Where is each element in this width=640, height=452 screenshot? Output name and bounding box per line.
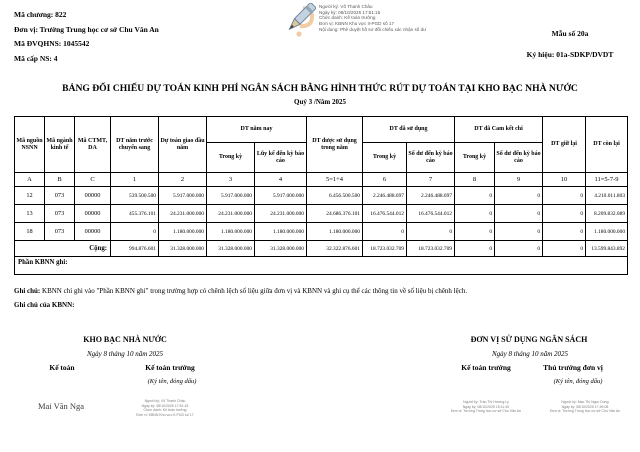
col-header-so-du: Số dư đến kỳ báo cáo [495,143,543,173]
index-cell: 2 [159,173,207,187]
form-meta-block [500,29,640,59]
cell: 5.917.000.000 [255,187,307,205]
budget-comparison-table [14,116,628,275]
cell: 00000 [75,223,111,241]
stamp-line: Người ký: Trần Thị Hương Ly [463,400,509,404]
index-cell: B [45,173,75,187]
col-header-ma-nguon: Mã nguồn NSNN [15,117,45,173]
pen-signature-icon [283,3,316,46]
col-header-luy-ke: Lũy kế đến kỳ báo cáo [255,143,307,173]
stamp-line: Chức danh: Kế toán trưởng [143,408,187,413]
total-cell: 31.328.000.000 [255,241,307,257]
index-cell: 1 [111,173,159,187]
cell: 6.456.500.500 [307,187,363,205]
stamp-line: Người ký: Võ Thanh Châu [144,399,186,403]
col-group-dt-cam-ket: DT đã Cam kết chi [455,117,543,143]
form-number: Mẫu số 20a [551,29,589,38]
cell: 8.209.832.089 [586,205,628,223]
table-row [15,205,628,223]
col-header-trong-ky: Trong kỳ [207,143,255,173]
cell: 0 [495,205,543,223]
cell: 0 [455,205,495,223]
cell: 16.476.544.012 [407,205,455,223]
cell: 24.686.376.101 [307,205,363,223]
total-cell: 31.328.000.000 [159,241,207,257]
unit-head-stamp [539,400,631,414]
index-cell: 7 [407,173,455,187]
stamp-line: Đơn vị: Trường Trung học cơ sở Chu Văn An [549,409,621,414]
index-cell: 11=5-7-9 [586,173,628,187]
treasury-sign-note: (Ký tên, đóng dấu) [147,378,197,385]
footnote-label: Ghi chú: [14,287,41,295]
cell: 455.376.101 [111,205,159,223]
total-cell: 18.723.032.709 [407,241,455,257]
col-group-dt-da-su-dung: DT đã sử dụng [363,117,455,143]
meta-ma-dvqhns: Mã ĐVQHNS: 1045542 [14,39,90,48]
cell: 12 [15,187,45,205]
doc-subtitle: Quý 3 /Năm 2025 [294,98,346,106]
treasury-org-title: KHO BẠC NHÀ NƯỚC [83,335,167,344]
total-label: Cộng: [15,241,111,257]
form-symbol: Ký hiệu: 01a-SDKP/DVDT [526,50,614,59]
index-cell: 8 [455,173,495,187]
col-header-dt-duoc-su-dung: DT được sử dụng trong năm [307,117,363,173]
stamp-line: Chức danh: Kế toán trưởng [319,15,376,21]
meta-ma-cap-ns: Mã cấp NS: 4 [14,53,58,63]
stamp-line: Đơn vị: KBNN Khu vực II-PGD số 17 [319,21,395,27]
col-header-dt-giu-lai: DT giữ lại [543,117,586,173]
cell: 0 [455,223,495,241]
index-cell: 10 [543,173,586,187]
footnote [14,287,626,295]
col-header-so-du: Số dư đến kỳ báo cáo [407,143,455,173]
cell: 1.180.000.000 [255,223,307,241]
unit-chief-accountant-stamp [440,400,532,414]
table-row [15,187,628,205]
cell: 1.180.000.000 [307,223,363,241]
cell: 0 [407,223,455,241]
treasury-date: Ngày 8 tháng 10 năm 2025 [86,350,164,358]
kbnn-section-row [15,257,628,275]
index-cell: 4 [255,173,307,187]
col-header-ma-nganh: Mã ngành kinh tế [45,117,75,173]
stamp-line: Đơn vị: Trường Trung học cơ sở Chu Văn An [450,409,522,414]
stamp-line: Ngày ký: 08/10/2025 15:11:40 [462,404,510,409]
unit-date: Ngày 8 tháng 10 năm 2025 [491,350,569,358]
doc-meta-block [14,10,159,68]
cell: 0 [111,223,159,241]
cell: 13 [15,205,45,223]
treasury-role-ke-toan: Kế toán [49,363,75,372]
unit-role-thu-truong: Thủ trưởng đơn vị [543,363,603,372]
stamp-line: Ngày ký: 08/10/2025 17:51:15 [141,403,189,408]
cell: 5.917.000.000 [207,187,255,205]
cell: 0 [543,223,586,241]
stamp-line: Người ký: Mạc Thị Ngọc Dung [561,400,609,404]
cell: 0 [543,187,586,205]
cell: 0 [455,187,495,205]
cell: 4.210.011.803 [586,187,628,205]
col-group-dt-nam-nay: DT năm nay [207,117,307,143]
cell: 24.231.000.000 [255,205,307,223]
column-index-row [15,173,628,187]
col-header-du-toan-giao: Dự toán giao đầu năm [159,117,207,173]
col-header-trong-ky: Trong kỳ [455,143,495,173]
total-cell: 32.322.876.601 [307,241,363,257]
doc-title: BẢNG ĐỐI CHIẾU DỰ TOÁN KINH PHÍ NGÂN SÁCH BẰNG HÌNH THỨC RÚT DỰ TOÁN TẠI KHO BẠC NHÀ NƯỚC [62,83,578,94]
cell: 073 [45,187,75,205]
unit-org-title: ĐƠN VỊ SỬ DỤNG NGÂN SÁCH [470,335,588,344]
meta-ma-chuong: Mã chương: 822 [14,10,67,19]
cell: 1.180.000.000 [159,223,207,241]
col-header-dt-con-lai: DT còn lại [586,117,628,173]
cell: 1.180.000.000 [207,223,255,241]
total-cell: 994.876.601 [111,241,159,257]
cell: 539.500.500 [111,187,159,205]
stamp-line: Đơn vị: KBNN Khu vực II-PGD số 17 [136,413,194,418]
unit-role-ke-toan-truong: Kế toán trưởng [461,363,511,372]
cell: 00000 [75,187,111,205]
index-cell: 5=1+4 [307,173,363,187]
cell: 0 [363,223,407,241]
cell: 5.917.000.000 [159,187,207,205]
cell: 0 [495,187,543,205]
cell: 073 [45,205,75,223]
col-header-ma-ctmt: Mã CTMT, DA [75,117,111,173]
stamp-line: Người ký: Võ Thanh Châu [319,4,373,9]
stamp-line: Nội dung: Phê duyệt hồ sơ đối chiếu xác nhận số dư [319,26,427,32]
total-cell: 18.723.032.709 [363,241,407,257]
treasury-role-ke-toan-truong: Kế toán trưởng [145,363,195,372]
cell: 16.476.544.012 [363,205,407,223]
cell: 073 [45,223,75,241]
index-cell: 6 [363,173,407,187]
treasury-chief-accountant-stamp [129,399,201,418]
total-cell: 0 [495,241,543,257]
cell: 18 [15,223,45,241]
footnote-text: KBNN chỉ ghi vào "Phần KBNN ghi" trong trường hợp có chênh lệch số liệu giữa đơn vị và KBNN và ghi cụ thể các thông tin về số liệu bị chênh lệch. [40,287,468,295]
col-header-trong-ky: Trong kỳ [363,143,407,173]
total-cell: 13.599.843.892 [586,241,628,257]
col-header-dt-nam-truoc: DT năm trước chuyển sang [111,117,159,173]
cell: 1.180.000.000 [586,223,628,241]
digital-signature-stamp-top [319,4,445,33]
stamp-line: Ngày ký: 08/10/2025 17:49:08 [561,404,609,409]
kbnn-section-label: Phần KBNN ghi: [15,257,628,275]
index-cell: 3 [207,173,255,187]
kbnn-note-label: Ghi chú của KBNN: [14,301,75,309]
unit-sign-note: (Ký tên, đóng dấu) [553,378,603,385]
cell: 00000 [75,205,111,223]
total-cell: 31.328.000.000 [207,241,255,257]
stamp-line: Ngày ký: 08/10/2025 17:51:15 [319,9,381,15]
cell: 0 [543,205,586,223]
meta-don-vi: Đơn vị: Trường Trung học cơ sở Chu Văn An [14,24,159,34]
cell: 24.231.000.000 [159,205,207,223]
total-row [15,241,628,257]
index-cell: 9 [495,173,543,187]
cell: 24.231.000.000 [207,205,255,223]
total-cell: 0 [543,241,586,257]
treasury-accountant-signer-name: Mai Văn Nga [37,401,85,411]
cell: 0 [495,223,543,241]
table-row [15,223,628,241]
index-cell: C [75,173,111,187]
total-cell: 0 [455,241,495,257]
cell: 2.246.488.697 [407,187,455,205]
index-cell: A [15,173,45,187]
cell: 2.246.488.697 [363,187,407,205]
